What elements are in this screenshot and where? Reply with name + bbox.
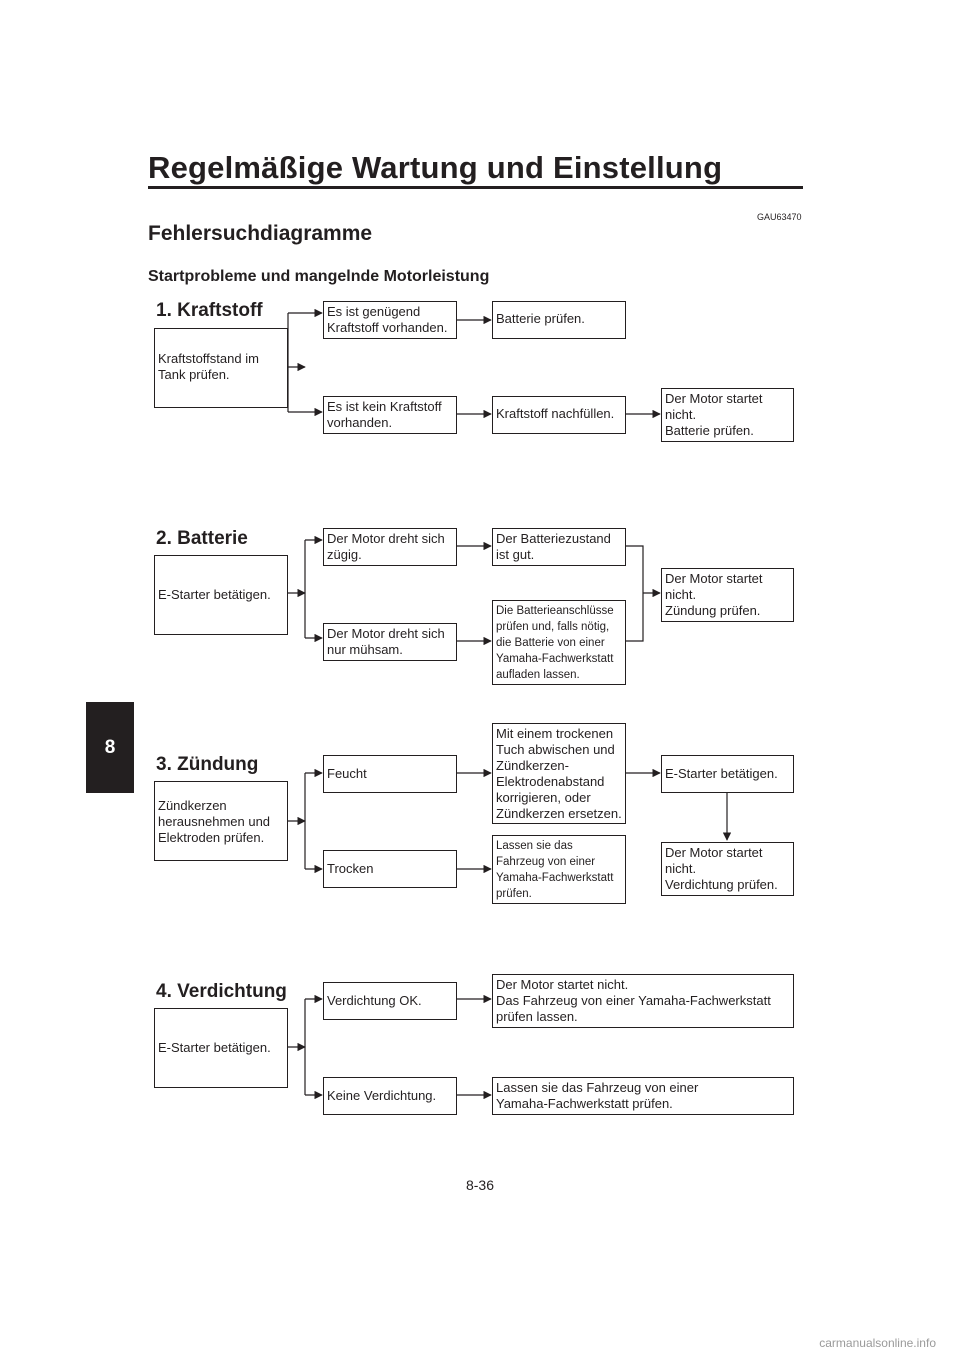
box-batterie-result: Der Motor startet nicht. Zündung prüfen. (661, 568, 794, 622)
box-kraftstoff-no: Es ist kein Kraftstoff vorhanden. (323, 396, 457, 434)
watermark: carmanualsonline.info (819, 1336, 936, 1350)
box-zuendung-result: Der Motor startet nicht. Verdichtung prüfen. (661, 842, 794, 896)
section-title: Fehlersuchdiagramme (148, 222, 373, 245)
subsection-title: Startprobleme und mangelnde Motorleistung (148, 268, 490, 285)
box-verdichtung-ok: Verdichtung OK. (323, 982, 457, 1020)
box-kraftstoff-result: Der Motor startet nicht. Batterie prüfen. (661, 388, 794, 442)
box-batterie-fast-result: Der Batteriezustand ist gut. (492, 528, 626, 566)
box-zuendung-dry-action: Lassen sie das Fahrzeug von einer Yamaha-Fachwerkstatt prüfen. (492, 835, 626, 904)
document-code: GAU63470 (757, 212, 802, 222)
box-batterie-slow-action: Die Batterieanschlüsse prüfen und, falls nötig, die Batterie von einer Yamaha-Fachwerkstatt aufladen lassen. (492, 600, 626, 685)
connector-batterie-merge (625, 546, 660, 641)
heading-batterie: 2. Batterie (156, 528, 248, 549)
box-verdichtung-start: E-Starter betätigen. (154, 1008, 288, 1088)
box-batterie-fast: Der Motor dreht sich zügig. (323, 528, 457, 566)
heading-kraftstoff: 1. Kraftstoff (156, 300, 263, 321)
box-batterie-start: E-Starter betätigen. (154, 555, 288, 635)
box-kraftstoff-yes-action: Batterie prüfen. (492, 301, 626, 339)
box-kraftstoff-start: Kraftstoffstand im Tank prüfen. (154, 328, 288, 408)
heading-zuendung: 3. Zündung (156, 754, 259, 775)
heading-verdichtung: 4. Verdichtung (156, 981, 287, 1002)
page-number: 8-36 (465, 1177, 495, 1193)
box-zuendung-dry: Trocken (323, 850, 457, 888)
box-kraftstoff-yes: Es ist genügend Kraftstoff vorhanden. (323, 301, 457, 339)
page-header-title: Regelmäßige Wartung und Einstellung (148, 150, 723, 185)
box-verdichtung-none: Keine Verdichtung. (323, 1077, 457, 1115)
box-batterie-slow: Der Motor dreht sich nur mühsam. (323, 623, 457, 661)
box-kraftstoff-no-action: Kraftstoff nachfüllen. (492, 396, 626, 434)
box-zuendung-start: Zündkerzen herausnehmen und Elektroden prüfen. (154, 781, 288, 861)
chapter-tab: 8 (86, 702, 134, 793)
box-verdichtung-none-result: Lassen sie das Fahrzeug von einer Yamaha-Fachwerkstatt prüfen. (492, 1077, 794, 1115)
box-zuendung-wet: Feucht (323, 755, 457, 793)
box-verdichtung-ok-result: Der Motor startet nicht. Das Fahrzeug von einer Yamaha-Fachwerkstatt prüfen lassen. (492, 974, 794, 1028)
box-zuendung-wet-action: Mit einem trockenen Tuch abwischen und Zündkerzen- Elektrodenabstand korrigieren, oder Zündkerzen ersetzen. (492, 723, 626, 824)
box-zuendung-starter: E-Starter betätigen. (661, 755, 794, 793)
